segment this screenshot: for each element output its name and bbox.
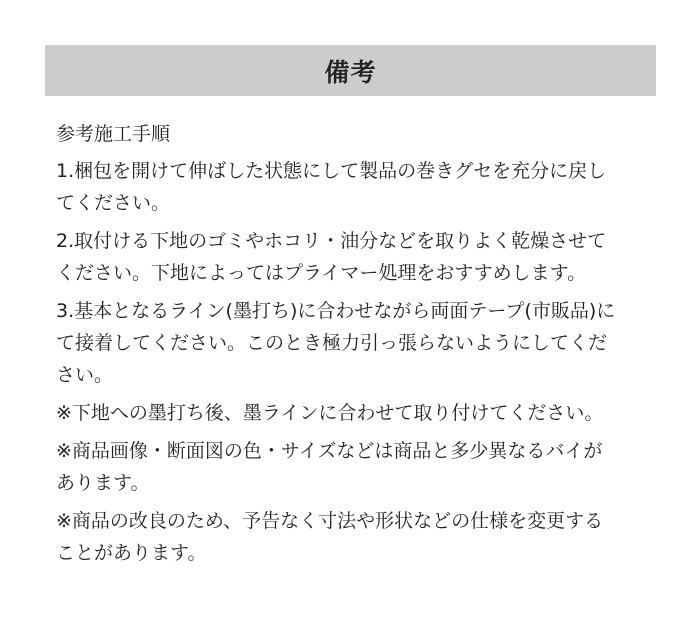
step-2-text: 2.取付ける下地のゴミやホコリ・油分などを取りよく乾燥させて ください。下地によってはプライマー処理をおすすめします。 xyxy=(56,230,607,284)
note-image-color-text: ※商品画像・断面図の色・サイズなどは商品と多少異なるバイが あります。 xyxy=(56,440,603,494)
step-1-text: 1.梱包を開けて伸ばした状態にして製品の巻きグセを充分に戻し てください。 xyxy=(56,160,607,214)
section-title-installation-steps: 参考施工手順 xyxy=(56,123,171,145)
note-spec-change-text: ※商品の改良のため、予告なく寸法や形状などの仕様を変更する ことがあります。 xyxy=(56,510,604,564)
step-3-text: 3.基本となるライン(墨打ち)に合わせながら両面テープ(市販品)に て接着してください。このとき極力引っ張らないようにしてくだ さい。 xyxy=(56,300,616,386)
remarks-header-bar xyxy=(45,45,656,96)
remarks-title: 備考 xyxy=(324,57,377,87)
note-marking-text: ※下地への墨打ち後、墨ラインに合わせて取り付けてください。 xyxy=(56,402,604,424)
remarks-content xyxy=(56,118,646,575)
